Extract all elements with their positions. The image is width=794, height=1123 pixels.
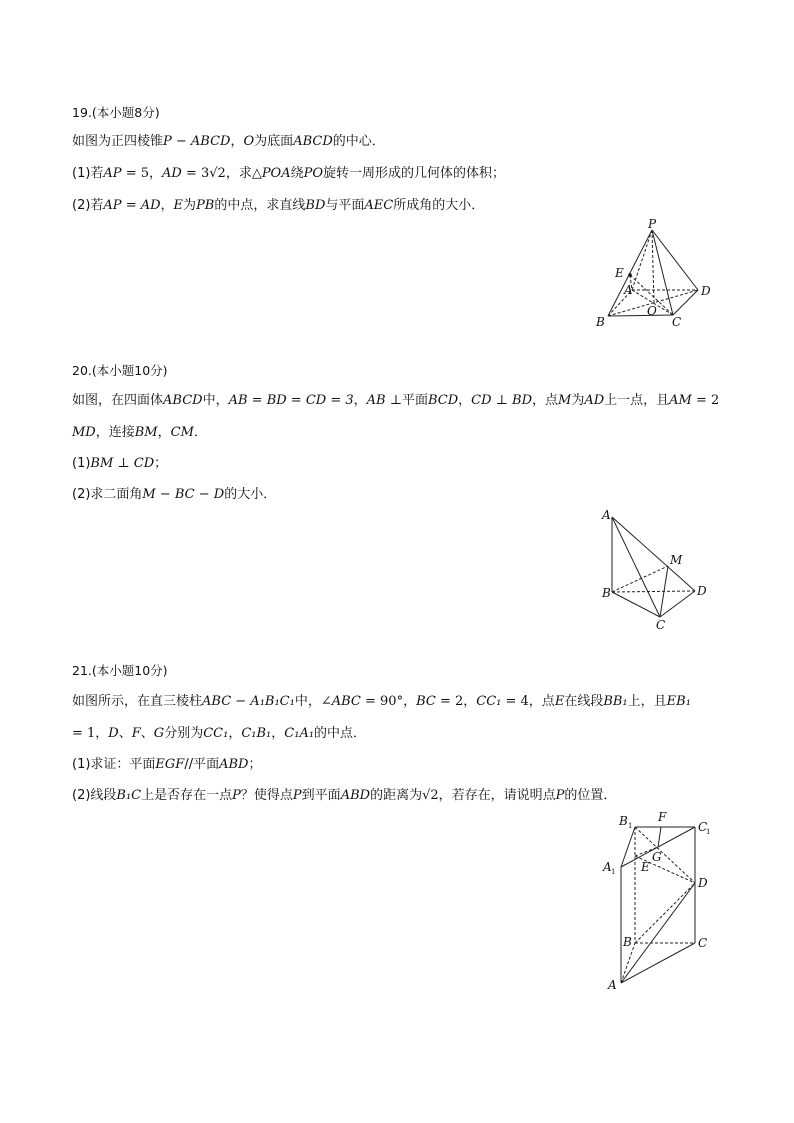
svg-text:1: 1 — [628, 822, 633, 830]
label-C: C — [698, 936, 708, 950]
pyramid-figure — [590, 218, 720, 333]
svg-text:1: 1 — [706, 828, 711, 836]
problem-21-part-1: (1)求证：平面EGF//平面ABD； — [72, 757, 262, 772]
label-B: B — [623, 935, 632, 949]
problem-20-stem-2: MD，连接BM，CM． — [72, 425, 207, 440]
svg-text:1: 1 — [611, 868, 616, 876]
label-C1: C — [698, 820, 708, 834]
problem-19-part-2: (2)若AP = AD，E为PB的中点，求直线BD与平面AEC所成角的大小． — [72, 198, 485, 213]
label-A: A — [602, 508, 611, 522]
label-F: F — [658, 810, 667, 824]
label-D: D — [698, 876, 708, 890]
label-C: C — [672, 315, 682, 329]
prism-figure — [595, 805, 725, 995]
label-M: M — [670, 553, 683, 567]
problem-21-header: 21.(本小题10分) — [72, 663, 168, 678]
problem-21-stem-1: 如图所示，在直三棱柱ABC − A₁B₁C₁中，∠ABC = 90°，BC = 2，CC₁ = 4，点E在线段BB₁上，且EB₁ — [72, 694, 691, 709]
problem-19-header: 19.(本小题8分) — [72, 105, 160, 120]
label-A: A — [624, 283, 633, 297]
tetrahedron-figure — [600, 505, 715, 635]
label-B: B — [602, 586, 611, 600]
label-A1: A — [603, 860, 612, 874]
label-P: P — [648, 217, 657, 231]
problem-19-stem: 如图为正四棱锥P − ABCD，O为底面ABCD的中心． — [72, 134, 385, 149]
label-D: D — [701, 284, 711, 298]
problem-19-part-1: (1)若AP = 5，AD = 3√2，求△POA绕PO旋转一周形成的几何体的体积； — [72, 166, 506, 181]
label-E: E — [641, 860, 650, 874]
problem-20-part-1: (1)BM ⊥ CD； — [72, 456, 168, 471]
problem-20-stem-1: 如图，在四面体ABCD中，AB = BD = CD = 3，AB ⊥平面BCD，CD ⊥ BD，点M为AD上一点，且AM = 2 — [72, 393, 720, 408]
label-G: G — [652, 850, 662, 864]
problem-20-header: 20.(本小题10分) — [72, 363, 168, 378]
label-B1: B — [619, 814, 628, 828]
problem-21-part-2: (2)线段B₁C上是否存在一点P？使得点P到平面ABD的距离为√2，若存在，请说明点P的位置． — [72, 788, 617, 803]
label-A: A — [608, 978, 617, 992]
label-O: O — [647, 304, 657, 318]
label-C: C — [656, 618, 666, 632]
label-D: D — [697, 584, 707, 598]
problem-20-part-2: (2)求二面角M − BC − D的大小． — [72, 487, 277, 502]
problem-21-stem-2: = 1，D、F、G分别为CC₁，C₁B₁，C₁A₁的中点． — [72, 726, 367, 741]
label-B: B — [596, 315, 605, 329]
label-E: E — [615, 266, 624, 280]
